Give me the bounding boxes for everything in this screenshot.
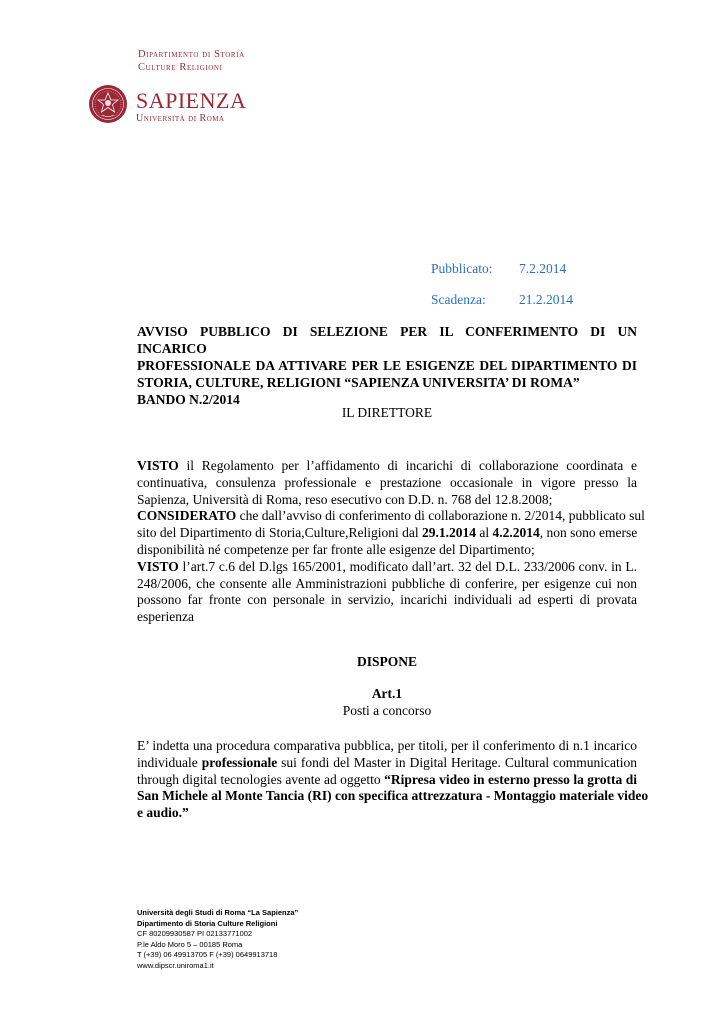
notice-title bbox=[137, 323, 637, 408]
footer-website[interactable]: www.dipscr.uniroma1.it bbox=[137, 960, 214, 970]
director-heading: IL DIRETTORE bbox=[341, 405, 433, 420]
deadline-value: 21.2.2014 bbox=[519, 292, 573, 307]
preamble bbox=[137, 458, 645, 626]
article-1-text bbox=[137, 738, 649, 822]
department-line-1: Dipartimento di Storia bbox=[138, 49, 245, 60]
brand-subtitle: Università di Roma bbox=[136, 113, 225, 124]
title-line: AVVISO PUBBLICO DI SELEZIONE PER IL CONFERIMENTO DI UN INCARICO bbox=[137, 324, 637, 356]
considerato-keyword: CONSIDERATO bbox=[137, 508, 237, 524]
footer-department: Dipartimento di Storia Culture Religioni bbox=[137, 918, 278, 928]
footer-phone: T (+39) 06 49913705 F (+39) 0649913718 bbox=[137, 950, 278, 960]
start-date: 29.1.2014 bbox=[421, 525, 476, 541]
art1-text: individuale bbox=[137, 754, 202, 770]
object-title: San Michele al Monte Tancia (RI) con specifica attrezzatura - Montaggio materiale video bbox=[137, 788, 649, 804]
published-date bbox=[431, 261, 566, 277]
visto2-line-2: 248/2006, che consente alle Amministrazioni pubbliche di conferire, per esigenze cui non bbox=[137, 575, 637, 591]
visto-text: l’art.7 c.6 del D.lgs 165/2001, modificato dall’art. 32 del D.L. 233/2006 conv. in L. bbox=[178, 558, 637, 574]
university-logo bbox=[136, 90, 246, 125]
object-title: “Ripresa video in esterno presso la grotta di bbox=[384, 771, 638, 787]
art1-line-1: E’ indetta una procedura comparativa pubblica, per titoli, per il conferimento di n.1 incarico bbox=[137, 738, 637, 753]
art1-line-2 bbox=[137, 755, 637, 772]
published-value: 7.2.2014 bbox=[519, 261, 567, 276]
considerato-text: , non sono emerse bbox=[539, 525, 638, 541]
department-line-2: Culture Religioni bbox=[138, 62, 223, 73]
visto-text: il Regolamento per l’affidamento di incarichi di collaborazione coordinata e bbox=[178, 458, 637, 473]
professional-keyword: professionale bbox=[201, 754, 278, 770]
deadline-date bbox=[431, 292, 573, 308]
title-line: STORIA, CULTURE, RELIGIONI “SAPIENZA UNIVERSITA’ DI ROMA” bbox=[137, 375, 580, 390]
visto2-line-3: possono far fronte con personale in servizio, incarichi individuali ad esperti di provata bbox=[137, 592, 637, 608]
visto-keyword: VISTO bbox=[137, 558, 179, 574]
visto2-line-4: esperienza bbox=[137, 609, 194, 625]
footer-address-line: P.le Aldo Moro 5 – 00185 Roma bbox=[137, 939, 243, 949]
considerato-text: al bbox=[475, 525, 493, 541]
article-heading: Art.1 bbox=[371, 686, 403, 701]
dispone-heading: DISPONE bbox=[356, 654, 417, 669]
considerato-line-1 bbox=[137, 508, 645, 525]
title-line: BANDO N.2/2014 bbox=[137, 392, 240, 407]
article-subheading: Posti a concorso bbox=[342, 703, 432, 718]
considerato-text: sito del Dipartimento di Storia,Culture,Religioni dal bbox=[137, 525, 422, 541]
visto2-line-1 bbox=[137, 559, 637, 576]
art1-line-5 bbox=[137, 805, 637, 822]
footer-tax-codes: CF 80209930587 PI 02133771002 bbox=[137, 929, 253, 939]
department-name bbox=[138, 48, 245, 74]
visto-keyword: VISTO bbox=[137, 458, 179, 473]
end-date: 4.2.2014 bbox=[492, 525, 540, 541]
visto-line-2: continuativa, consulenza professionale e prestazione occasionale in vigore presso la bbox=[137, 474, 637, 490]
published-label: Pubblicato: bbox=[431, 261, 493, 276]
art1-line-4 bbox=[137, 788, 649, 805]
visto-line-3: Sapienza, Università di Roma, reso esecutivo con D.D. n. 768 del 12.8.2008; bbox=[137, 491, 553, 507]
deadline-label: Scadenza: bbox=[431, 292, 486, 307]
university-seal-icon bbox=[88, 84, 128, 124]
art1-line-3 bbox=[137, 772, 637, 789]
visto-line-1 bbox=[137, 458, 637, 475]
footer-university: Università degli Studi di Roma “La Sapienza” bbox=[137, 908, 299, 917]
title-line: PROFESSIONALE DA ATTIVARE PER LE ESIGENZE DEL DIPARTIMENTO DI bbox=[137, 358, 637, 373]
considerato-text: che dall’avviso di conferimento di collaborazione n. 2/2014, pubblicato sul bbox=[236, 508, 645, 524]
art1-text: sui fondi del Master in Digital Heritage. Cultural communication bbox=[277, 754, 637, 770]
object-title: e audio.” bbox=[137, 805, 189, 821]
brand-name: SAPIENZA bbox=[136, 88, 247, 113]
footer-address bbox=[137, 908, 298, 972]
art1-text: through digital tecnologies avente ad oggetto bbox=[137, 771, 385, 787]
considerato-line-2 bbox=[137, 525, 637, 542]
considerato-line-3: disponibilità né competenze per far fronte alle esigenze del Dipartimento; bbox=[137, 541, 535, 557]
